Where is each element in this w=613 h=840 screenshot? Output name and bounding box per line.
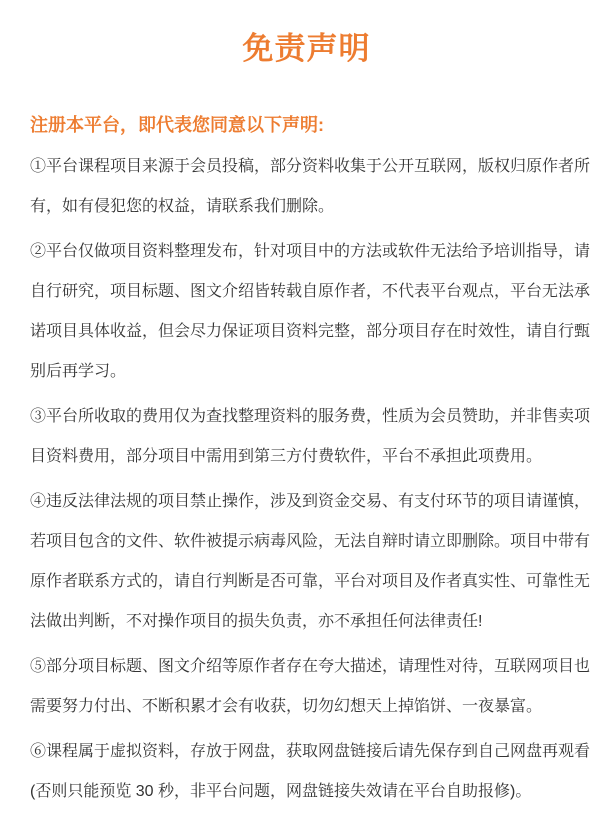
disclaimer-item-4: ④违反法律法规的项目禁止操作，涉及到资金交易、有支付环节的项目请谨慎，若项目包含的文件、软件被提示病毒风险，无法自辩时请立即删除。项目中带有原作者联系方式的，请自行判断是否可靠，平台对项目及作者真实性、可靠性无法做出判断，不对操作项目的损失负责，亦不承担任何法律责任! (30, 493, 591, 630)
intro-heading: 注册本平台，即代表您同意以下声明: (30, 115, 324, 135)
disclaimer-item-1: ①平台课程项目来源于会员投稿，部分资料收集于公开互联网，版权归原作者所有，如有侵犯您的权益，请联系我们删除。 (30, 158, 591, 215)
disclaimer-item-3: ③平台所收取的费用仅为查找整理资料的服务费，性质为会员赞助，并非售卖项目资料费用，部分项目中需用到第三方付费软件，平台不承担此项费用。 (30, 408, 591, 465)
disclaimer-item-6: ⑥课程属于虚拟资料，存放于网盘，获取网盘链接后请先保存到自己网盘再观看(否则只能预览 30 秒，非平台问题，网盘链接失效请在平台自助报修)。 (30, 743, 591, 800)
disclaimer-item-5: ⑤部分项目标题、图文介绍等原作者存在夸大描述，请理性对待，互联网项目也需要努力付出、不断积累才会有收获，切勿幻想天上掉馅饼、一夜暴富。 (30, 658, 591, 715)
disclaimer-body (0, 147, 613, 812)
page-title: 免责声明 (242, 31, 371, 66)
disclaimer-item-2: ②平台仅做项目资料整理发布，针对项目中的方法或软件无法给予培训指导，请自行研究，项目标题、图文介绍皆转载自原作者，不代表平台观点，平台无法承诺项目具体收益，但会尽力保证项目资料完整，部分项目存在时效性，请自行甄别后再学习。 (30, 243, 591, 380)
